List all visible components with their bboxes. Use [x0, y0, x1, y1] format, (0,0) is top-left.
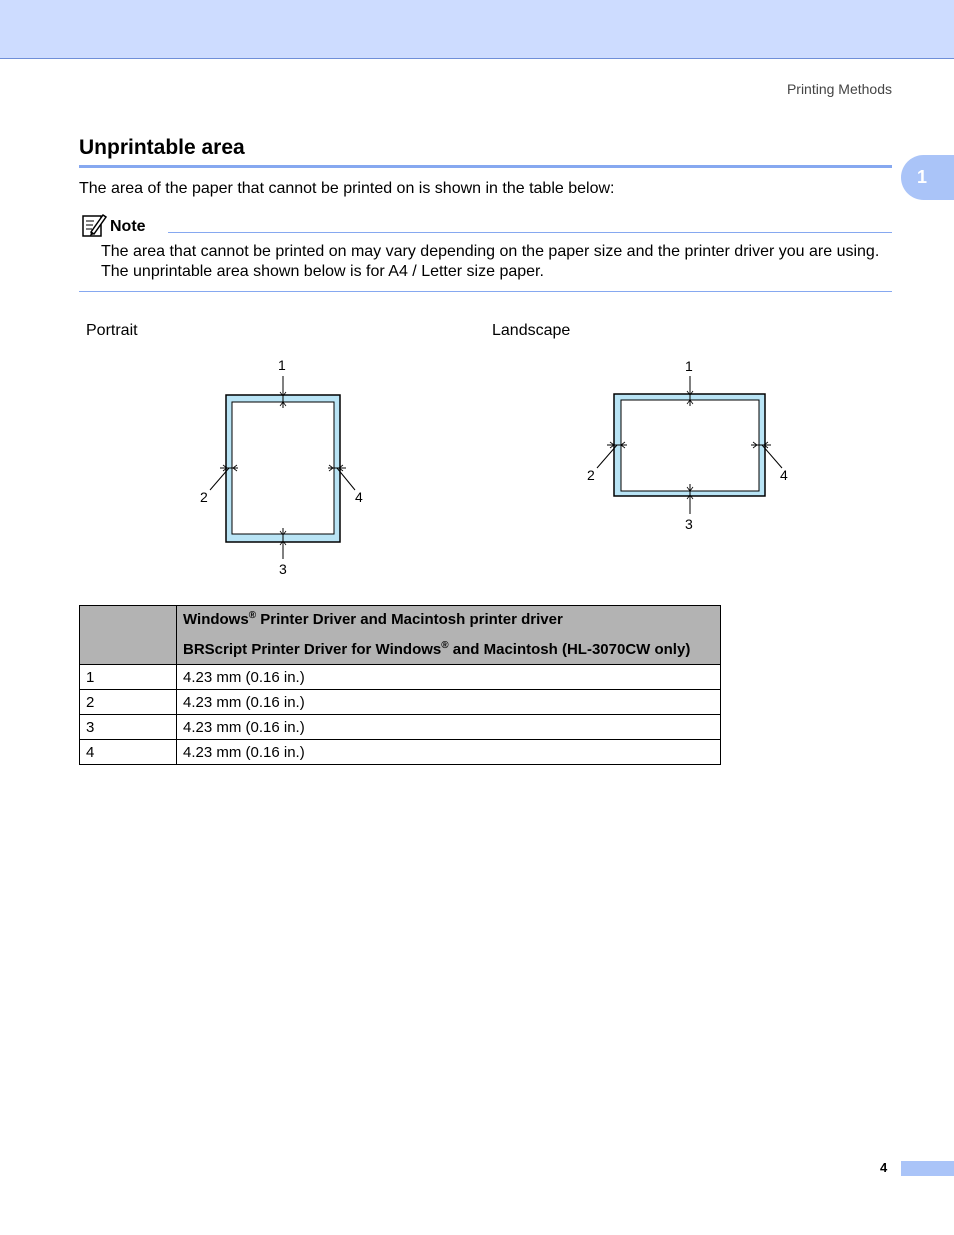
landscape-label-3: 3 [685, 516, 693, 532]
unprintable-area-diagrams [0, 0, 954, 600]
table-header-cell [177, 606, 721, 665]
page-number-bar [901, 1161, 954, 1176]
row-value: 4.23 mm (0.16 in.) [177, 740, 721, 765]
unprintable-area-table [79, 605, 721, 765]
running-header: Printing Methods [786, 81, 892, 97]
header-line-windows: Windows® Printer Driver and Macintosh printer driver [183, 610, 563, 628]
row-value: 4.23 mm (0.16 in.) [177, 665, 721, 690]
header-line-brscript: BRScript Printer Driver for Windows® and Macintosh (HL-3070CW only) [183, 640, 691, 658]
table-header-blank-cell [80, 606, 177, 665]
note-text: The area that cannot be printed on may vary depending on the paper size and the printer driver you are using. The unprintable area shown below is for A4 / Letter size paper. [101, 243, 880, 280]
landscape-printable-area [621, 400, 759, 491]
row-id: 1 [80, 665, 177, 690]
table-row [80, 715, 721, 740]
portrait-diagram [200, 357, 363, 577]
landscape-caption: Landscape [492, 322, 571, 339]
chapter-tab[interactable]: 1 [901, 155, 954, 200]
table-header-row [80, 606, 721, 665]
row-value: 4.23 mm (0.16 in.) [177, 715, 721, 740]
table-row [80, 740, 721, 765]
landscape-label-4: 4 [780, 467, 788, 483]
row-id: 2 [80, 690, 177, 715]
portrait-label-4: 4 [355, 489, 363, 505]
table-row [80, 690, 721, 715]
note-label: Note [110, 218, 146, 235]
page-number: 4 [880, 1160, 888, 1175]
portrait-caption: Portrait [86, 322, 138, 339]
landscape-label-1: 1 [685, 358, 693, 374]
portrait-label-1: 1 [278, 357, 286, 373]
intro-paragraph: The area of the paper that cannot be printed on is shown in the table below: [79, 180, 615, 197]
portrait-label-2: 2 [200, 489, 208, 505]
page-title: Unprintable area [79, 136, 245, 159]
portrait-label-3: 3 [279, 561, 287, 577]
landscape-diagram [587, 358, 788, 532]
row-id: 3 [80, 715, 177, 740]
portrait-printable-area [232, 402, 334, 534]
landscape-label-2: 2 [587, 467, 595, 483]
table-row [80, 665, 721, 690]
row-value: 4.23 mm (0.16 in.) [177, 690, 721, 715]
row-id: 4 [80, 740, 177, 765]
